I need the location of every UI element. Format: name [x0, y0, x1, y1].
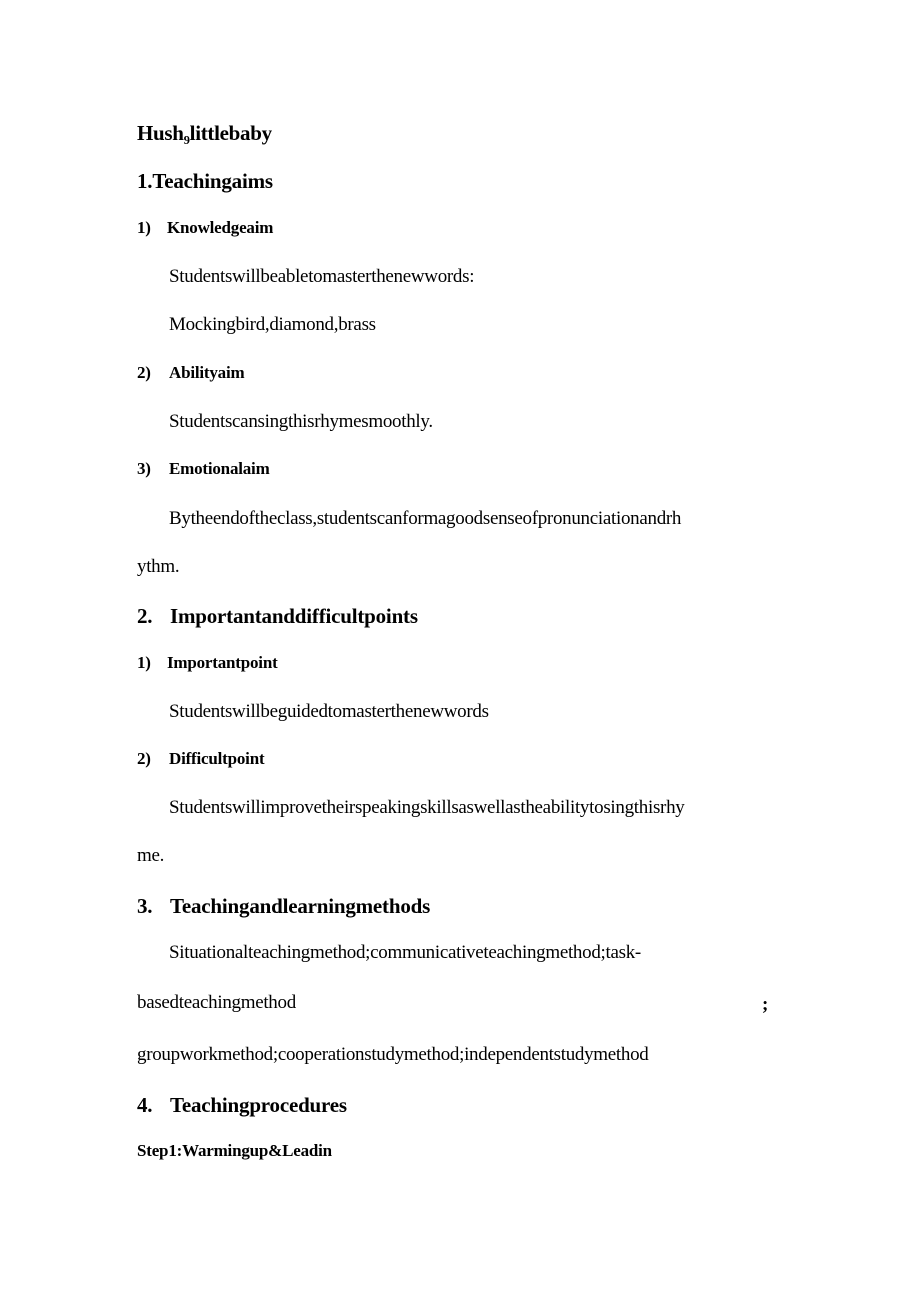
paragraph: basedteachingmethod	[137, 992, 296, 1013]
paragraph: ythm.	[137, 556, 180, 577]
paragraph: Situationalteachingmethod;communicativeteachingmethod;task-	[169, 942, 641, 963]
subheading-knowledge-aim	[137, 218, 273, 238]
paragraph: Mockingbird,diamond,brass	[169, 314, 376, 335]
subheading-number: 2)	[137, 363, 151, 382]
subheading-label: Importantpoint	[167, 653, 278, 672]
subheading-label: Knowledgeaim	[167, 218, 274, 237]
subheading-difficult-point	[137, 749, 264, 769]
step-heading: Step1:Warmingup&Leadin	[137, 1141, 332, 1160]
section-heading-teaching-aims: 1.Teachingaims	[137, 169, 273, 193]
paragraph: Studentscansingthisrhymesmoothly.	[169, 411, 433, 432]
section-title: Importantanddifficultpoints	[170, 604, 418, 628]
subheading-important-point	[137, 653, 278, 673]
section-title: Teachingandlearningmethods	[170, 894, 431, 918]
subheading-label: Emotionalaim	[169, 459, 270, 478]
subheading-ability-aim	[137, 363, 244, 383]
section-number: 3.	[137, 894, 153, 918]
section-heading-methods	[137, 894, 430, 919]
paragraph: me.	[137, 845, 165, 866]
paragraph: Studentswillbeguidedtomasterthenewwords	[169, 701, 489, 722]
subheading-number: 2)	[137, 749, 151, 768]
paragraph-semicolon: ;	[762, 994, 769, 1015]
subheading-label: Difficultpoint	[169, 749, 265, 768]
section-number: 4.	[137, 1093, 153, 1117]
subheading-number: 3)	[137, 459, 151, 478]
section-number: 2.	[137, 604, 153, 628]
subheading-label: Abilityaim	[169, 363, 245, 382]
section-heading-important-difficult-points	[137, 604, 418, 629]
paragraph: Bytheendoftheclass,studentscanformagoodsenseofpronunciationandrh	[169, 508, 682, 529]
subheading-emotional-aim	[137, 459, 270, 479]
paragraph: Studentswillbeabletomasterthenewwords:	[169, 266, 475, 287]
paragraph: groupworkmethod;cooperationstudymethod;independentstudymethod	[137, 1044, 649, 1065]
section-heading-procedures	[137, 1093, 347, 1118]
section-title: Teachingprocedures	[170, 1093, 347, 1117]
subheading-number: 1)	[137, 218, 151, 237]
page-title: Hush₉littlebaby	[137, 121, 272, 145]
paragraph: Studentswillimprovetheirspeakingskillsaswellastheabilitytosingthisrhy	[169, 797, 685, 818]
subheading-number: 1)	[137, 653, 151, 672]
